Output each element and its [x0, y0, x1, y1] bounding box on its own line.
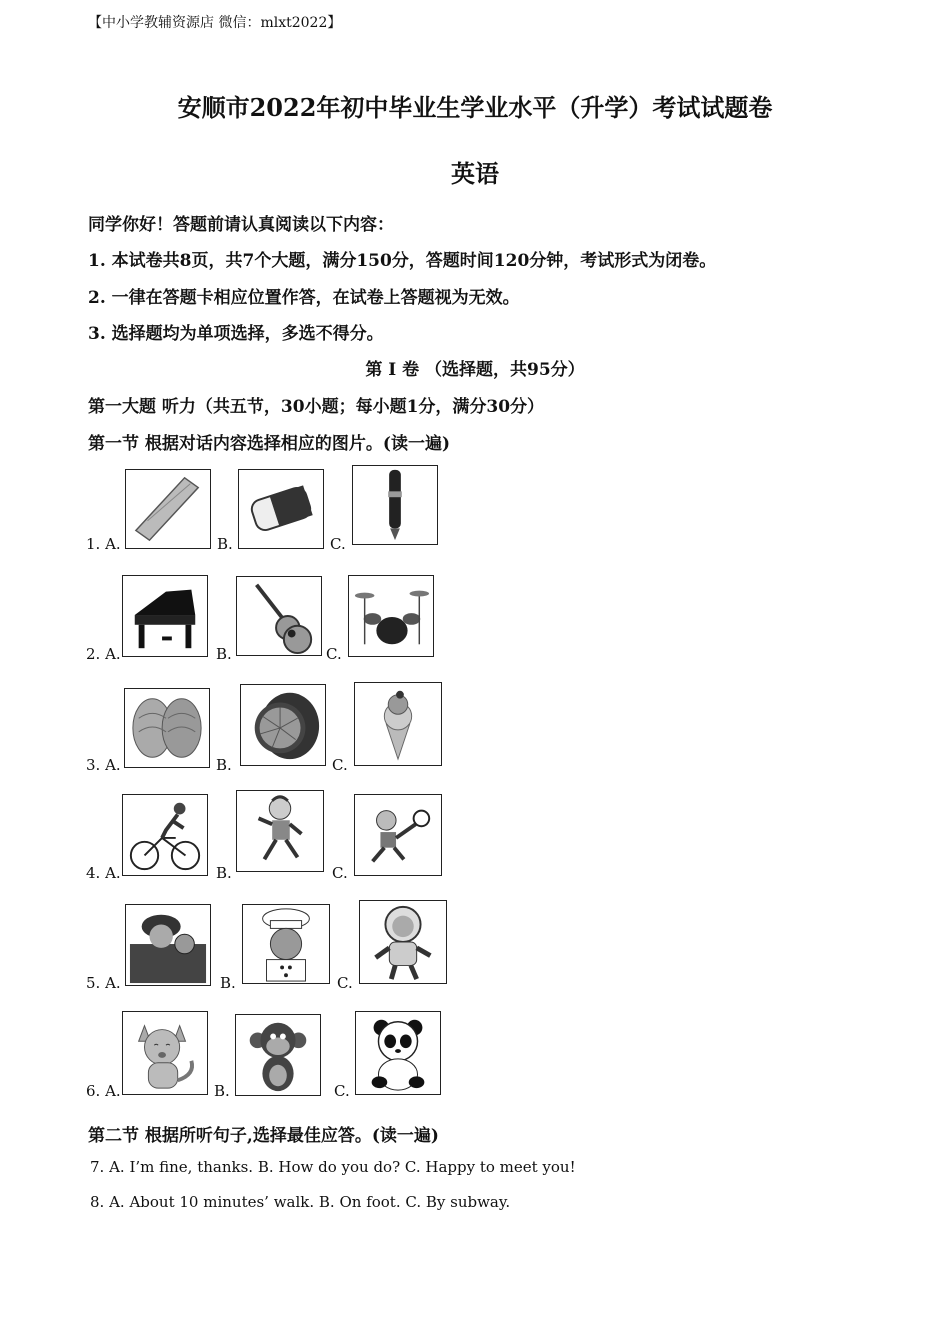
question-6-b: B. [214, 1082, 230, 1100]
soccer-icon [354, 794, 442, 876]
question-4-c: C. [332, 864, 348, 882]
instructions-greeting: 同学你好！答题前请认真阅读以下内容： [88, 215, 394, 235]
subsection-2-heading: 第二节 根据所听句子,选择最佳应答。(读一遍) [88, 1126, 439, 1146]
question-6-label: 6. A. [86, 1082, 121, 1100]
question-2-b: B. [216, 645, 232, 663]
watermark: 【中小学教辅资源店 微信：mlxt2022】 [88, 15, 342, 31]
drums-icon [348, 575, 434, 657]
question-4-label: 4. A. [86, 864, 121, 882]
running-icon [236, 790, 324, 872]
subsection-1-heading: 第一节 根据对话内容选择相应的图片。(读一遍) [88, 434, 451, 454]
question-3-b: B. [216, 756, 232, 774]
subject-title: 英语 [451, 159, 499, 188]
question-7: 7. A. I’m fine, thanks. B. How do you do? C. Happy to meet you! [90, 1158, 576, 1176]
cycling-icon [122, 794, 208, 876]
question-8: 8. A. About 10 minutes’ walk. B. On foot. C. By subway. [90, 1193, 511, 1211]
instruction-1: 1. 本试卷共8页，共7个大题，满分150分，答题时间120分钟，考试形式为闭卷。 [88, 251, 717, 271]
question-5-b: B. [220, 974, 236, 992]
guitar-icon [236, 576, 322, 656]
police-icon [125, 904, 211, 986]
question-6-c: C. [334, 1082, 350, 1100]
question-3-c: C. [332, 756, 348, 774]
monkey-icon [235, 1014, 321, 1096]
panda-icon [355, 1011, 441, 1095]
piano-icon [122, 575, 208, 657]
ruler-icon [125, 469, 211, 549]
instruction-2: 2. 一律在答题卡相应位置作答，在试卷上答题视为无效。 [88, 288, 520, 308]
question-1-label: 1. A. [86, 535, 121, 553]
chef-icon [242, 904, 330, 984]
watermelon-icon [240, 684, 326, 766]
question-5-c: C. [337, 974, 353, 992]
instruction-3: 3. 选择题均为单项选择，多选不得分。 [88, 324, 384, 344]
question-1-c: C. [330, 535, 346, 553]
question-4-b: B. [216, 864, 232, 882]
ice-cream-icon [354, 682, 442, 766]
question-5-label: 5. A. [86, 974, 121, 992]
part-title: 第 I 卷 （选择题，共95分） [365, 360, 585, 380]
section-heading: 第一大题 听力（共五节，30小题；每小题1分，满分30分） [88, 397, 545, 417]
question-2-label: 2. A. [86, 645, 121, 663]
pen-icon [352, 465, 438, 545]
question-2-c: C. [326, 645, 342, 663]
question-1-b: B. [217, 535, 233, 553]
astronaut-icon [359, 900, 447, 984]
page-title: 安顺市2022年初中毕业生学业水平（升学）考试试题卷 [177, 93, 773, 122]
question-3-label: 3. A. [86, 756, 121, 774]
mooncake-icon [124, 688, 210, 768]
eraser-icon [238, 469, 324, 549]
cat-icon [122, 1011, 208, 1095]
